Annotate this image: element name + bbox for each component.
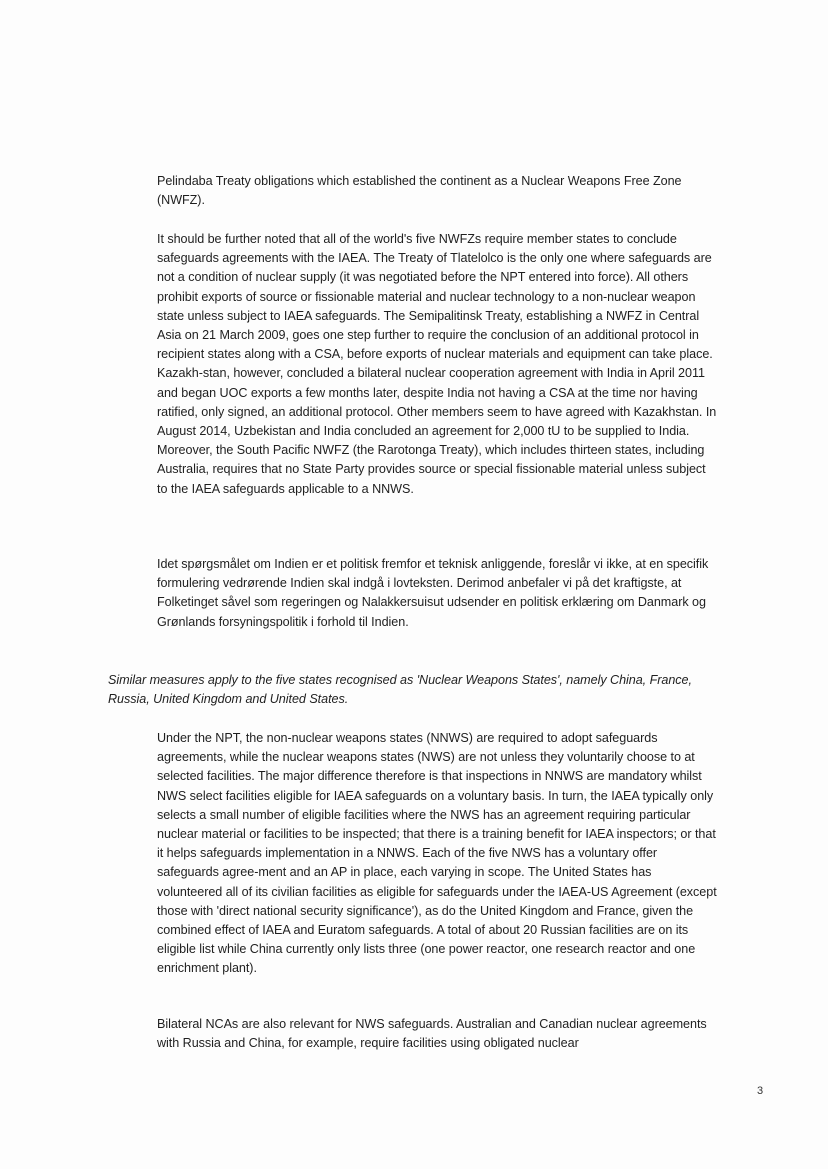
paragraph-pelindaba: Pelindaba Treaty obligations which established the continent as a Nuclear Weapons Free Zone (NWFZ). — [157, 174, 682, 208]
paragraph-npt-nnws: Under the NPT, the non-nuclear weapons states (NNWS) are required to adopt safeguards agreements, while the nuclear weapons states (NWS) are not unless they voluntarily choose to at selected facilities. The major difference therefore is that inspections in NNWS are mandatory whilst NWS select facilities eligible for IAEA safeguards on a voluntary basis. In turn, the IAEA typically only selects a small number of eligible facilities where the NWS has an agreement requiring particular nuclear material or facilities to be inspected; that there is a training benefit for IAEA inspectors; or that it helps safeguards implementation in a NNWS. Each of the five NWS has a voluntary offer safeguards agree-ment and an AP in place, each varying in scope. The United States has volunteered all of its civilian facilities as eligible for safeguards under the IAEA-US Agreement (except those with 'direct national security significance'), as do the United Kingdom and France, given the combined effect of IAEA and Euratom safeguards. A total of about 20 Russian facilities are on its eligible list while China currently only lists three (one power reactor, one research reactor and one enrichment plant). — [157, 731, 717, 976]
page-number: 3 — [757, 1085, 764, 1097]
paragraph-nwfz-safeguards: It should be further noted that all of the world's five NWFZs require member states to conclude safeguards agreements with the IAEA. The Treaty of Tlatelolco is the only one where safeguards are not a condition of nuclear supply (it was negotiated before the NPT entered into force). All others prohibit exports of source or fissionable material and nuclear technology to a non-nuclear weapon state unless subject to IAEA safeguards. The Semipalitinsk Treaty, establishing a NWFZ in Central Asia on 21 March 2009, goes one step further to require the conclusion of an additional protocol in recipient states along with a CSA, before exports of nuclear materials and equipment can take place. Kazakh-stan, however, concluded a bilateral nuclear cooperation agreement with India in April 2011 and began UOC exports a few months later, despite India not having a CSA at the time nor having ratified, only signed, an additional protocol. Other members seem to have agreed with Kazakhstan. In August 2014, Uzbekistan and India concluded an agreement for 2,000 tU to be supplied to India. Moreover, the South Pacific NWFZ (the Rarotonga Treaty), which includes thirteen states, including Australia, requires that no State Party provides source or special fissionable material unless subject to the IAEA safeguards applicable to a NNWS. — [157, 232, 717, 496]
quoted-statement-italic: Similar measures apply to the five states recognised as 'Nuclear Weapons States', namely China, France, Russia, United Kingdom and United States. — [108, 673, 692, 707]
paragraph-danish-recommendation: Idet spørgsmålet om Indien er et politisk fremfor et teknisk anliggende, foreslår vi ikke, at en specifik formulering vedrørende Indien skal indgå i lovteksten. Derimod anbefaler vi på det kraftigste, at Folketinget såvel som regeringen og Nalakkersuisut udsender en politisk erklæring om Danmark og Grønlands forsyningspolitik i forhold til Indien. — [157, 557, 709, 629]
paragraph-bilateral-ncas: Bilateral NCAs are also relevant for NWS safeguards. Australian and Canadian nuclear agreements with Russia and China, for example, require facilities using obligated nuclear — [157, 1017, 707, 1051]
